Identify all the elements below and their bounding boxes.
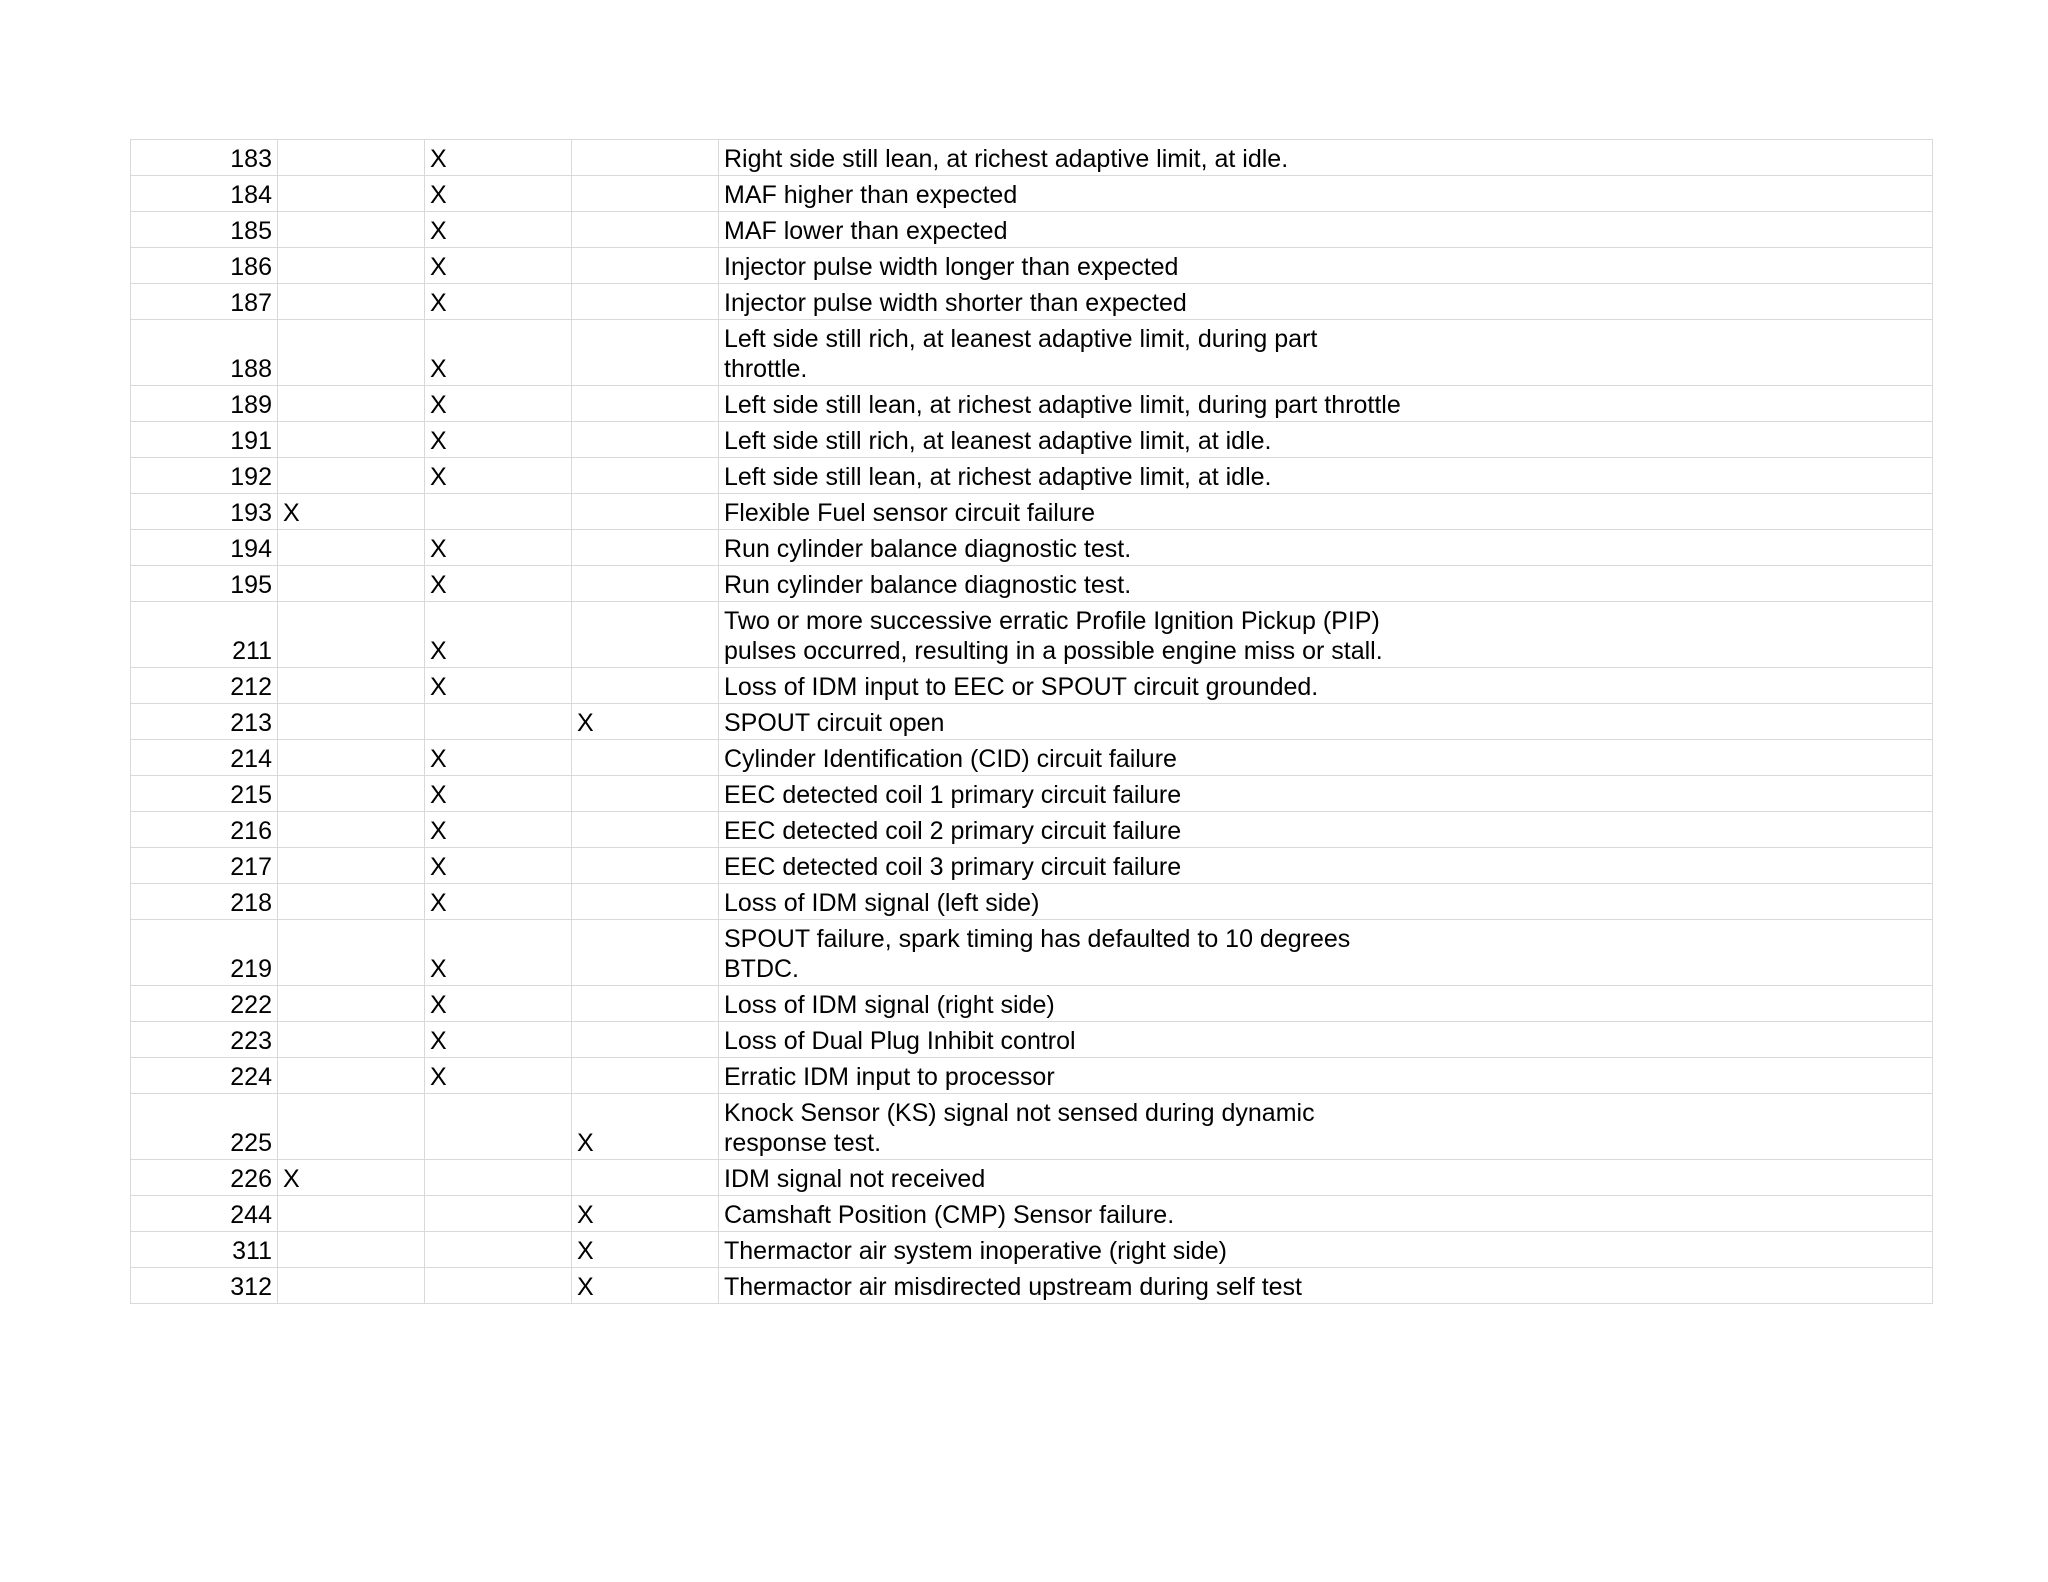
- table-row: [131, 1058, 1933, 1094]
- code-cell: [131, 1094, 278, 1160]
- mark-cell-a: [278, 422, 425, 458]
- mark-cell-b: [425, 884, 572, 920]
- description-cell: [719, 212, 1933, 248]
- mark-cell-a: [278, 140, 425, 176]
- mark-cell-c: [572, 284, 719, 320]
- description-cell: [719, 566, 1933, 602]
- mark-cell-c: [572, 812, 719, 848]
- mark-text-b: X: [430, 391, 447, 419]
- mark-text-c: X: [577, 1273, 594, 1301]
- code-cell: [131, 704, 278, 740]
- mark-cell-c: [572, 1232, 719, 1268]
- mark-text-b: X: [430, 991, 447, 1019]
- code-cell: [131, 284, 278, 320]
- mark-cell-c: [572, 1196, 719, 1232]
- mark-text-b: X: [430, 889, 447, 917]
- mark-cell-c: [572, 704, 719, 740]
- mark-cell-b: [425, 920, 572, 986]
- mark-cell-c: [572, 320, 719, 386]
- description-text: Left side still lean, at richest adaptive limit, during part throttle: [724, 391, 1401, 419]
- mark-text-c: X: [577, 709, 594, 737]
- table-row: [131, 740, 1933, 776]
- table-row: [131, 1022, 1933, 1058]
- mark-cell-b: [425, 248, 572, 284]
- mark-cell-b: [425, 776, 572, 812]
- mark-cell-b: [425, 140, 572, 176]
- description-text: Loss of Dual Plug Inhibit control: [724, 1027, 1076, 1055]
- mark-text-b: X: [430, 571, 447, 599]
- mark-cell-b: [425, 740, 572, 776]
- mark-cell-c: [572, 776, 719, 812]
- description-text: Left side still lean, at richest adaptive limit, at idle.: [724, 463, 1272, 491]
- code-table: [130, 139, 1933, 1304]
- mark-cell-b: [425, 320, 572, 386]
- description-cell: [719, 1022, 1933, 1058]
- mark-cell-c: [572, 602, 719, 668]
- code-cell: [131, 566, 278, 602]
- description-cell: [719, 1196, 1933, 1232]
- description-text: EEC detected coil 2 primary circuit failure: [724, 817, 1182, 845]
- table-row: [131, 1094, 1933, 1160]
- mark-text-b: X: [430, 673, 447, 701]
- description-cell: [719, 140, 1933, 176]
- mark-cell-c: [572, 1022, 719, 1058]
- code-text: 187: [230, 289, 272, 317]
- description-cell: [719, 1268, 1933, 1304]
- description-cell: [719, 848, 1933, 884]
- code-cell: [131, 1160, 278, 1196]
- code-text: 194: [230, 535, 272, 563]
- mark-cell-c: [572, 1058, 719, 1094]
- table-row: [131, 248, 1933, 284]
- mark-text-a: X: [283, 499, 300, 527]
- mark-cell-b: [425, 1160, 572, 1196]
- code-cell: [131, 320, 278, 386]
- description-text: Two or more successive erratic Profile Ignition Pickup (PIP) pulses occurred, resulting in a possible engine miss or stall.: [724, 607, 1383, 665]
- mark-cell-c: [572, 140, 719, 176]
- code-cell: [131, 1268, 278, 1304]
- mark-cell-c: [572, 176, 719, 212]
- mark-cell-a: [278, 740, 425, 776]
- code-text: 188: [230, 355, 272, 383]
- code-cell: [131, 530, 278, 566]
- mark-cell-a: [278, 848, 425, 884]
- mark-cell-c: [572, 422, 719, 458]
- mark-cell-a: [278, 530, 425, 566]
- table-row: [131, 422, 1933, 458]
- code-text: 212: [230, 673, 272, 701]
- code-text: 219: [230, 955, 272, 983]
- mark-text-b: X: [430, 1063, 447, 1091]
- description-cell: [719, 1058, 1933, 1094]
- description-cell: [719, 422, 1933, 458]
- mark-cell-b: [425, 566, 572, 602]
- mark-cell-c: [572, 1160, 719, 1196]
- mark-cell-c: [572, 458, 719, 494]
- description-cell: [719, 1160, 1933, 1196]
- description-text: Erratic IDM input to processor: [724, 1063, 1055, 1091]
- mark-cell-a: [278, 284, 425, 320]
- code-cell: [131, 458, 278, 494]
- mark-text-c: X: [577, 1237, 594, 1265]
- description-cell: [719, 884, 1933, 920]
- mark-cell-c: [572, 1268, 719, 1304]
- mark-cell-b: [425, 284, 572, 320]
- code-text: 312: [230, 1273, 272, 1301]
- code-cell: [131, 422, 278, 458]
- mark-cell-c: [572, 884, 719, 920]
- code-text: 222: [230, 991, 272, 1019]
- description-text: Injector pulse width longer than expected: [724, 253, 1179, 281]
- mark-text-b: X: [430, 217, 447, 245]
- description-cell: [719, 812, 1933, 848]
- mark-text-c: X: [577, 1201, 594, 1229]
- mark-cell-c: [572, 530, 719, 566]
- description-text: Loss of IDM input to EEC or SPOUT circuit grounded.: [724, 673, 1319, 701]
- mark-cell-b: [425, 458, 572, 494]
- mark-cell-a: [278, 986, 425, 1022]
- mark-cell-a: [278, 494, 425, 530]
- description-text: EEC detected coil 1 primary circuit failure: [724, 781, 1182, 809]
- mark-cell-b: [425, 1268, 572, 1304]
- table-row: [131, 668, 1933, 704]
- description-text: SPOUT circuit open: [724, 709, 945, 737]
- code-cell: [131, 140, 278, 176]
- mark-cell-a: [278, 212, 425, 248]
- mark-cell-b: [425, 1094, 572, 1160]
- description-cell: [719, 248, 1933, 284]
- mark-text-b: X: [430, 181, 447, 209]
- code-text: 244: [230, 1201, 272, 1229]
- mark-cell-a: [278, 1160, 425, 1196]
- code-text: 224: [230, 1063, 272, 1091]
- mark-cell-c: [572, 668, 719, 704]
- description-text: Camshaft Position (CMP) Sensor failure.: [724, 1201, 1175, 1229]
- table-row: [131, 458, 1933, 494]
- code-cell: [131, 1058, 278, 1094]
- mark-cell-c: [572, 920, 719, 986]
- description-text: Left side still rich, at leanest adaptive limit, at idle.: [724, 427, 1272, 455]
- mark-text-b: X: [430, 145, 447, 173]
- description-cell: [719, 1094, 1933, 1160]
- code-cell: [131, 1232, 278, 1268]
- code-text: 215: [230, 781, 272, 809]
- mark-cell-a: [278, 1058, 425, 1094]
- code-cell: [131, 602, 278, 668]
- mark-cell-a: [278, 920, 425, 986]
- mark-cell-a: [278, 812, 425, 848]
- code-cell: [131, 668, 278, 704]
- description-cell: [719, 530, 1933, 566]
- code-table-sheet: [130, 139, 1932, 1304]
- mark-cell-b: [425, 1232, 572, 1268]
- description-text: IDM signal not received: [724, 1165, 986, 1193]
- mark-cell-c: [572, 566, 719, 602]
- mark-cell-c: [572, 740, 719, 776]
- code-cell: [131, 176, 278, 212]
- code-cell: [131, 1022, 278, 1058]
- table-row: [131, 176, 1933, 212]
- code-cell: [131, 812, 278, 848]
- table-row: [131, 776, 1933, 812]
- code-cell: [131, 848, 278, 884]
- table-row: [131, 986, 1933, 1022]
- mark-cell-b: [425, 530, 572, 566]
- mark-text-b: X: [430, 781, 447, 809]
- table-row: [131, 1160, 1933, 1196]
- mark-cell-c: [572, 986, 719, 1022]
- description-text: Cylinder Identification (CID) circuit failure: [724, 745, 1177, 773]
- mark-text-a: X: [283, 1165, 300, 1193]
- description-text: SPOUT failure, spark timing has defaulted to 10 degrees BTDC.: [724, 925, 1351, 983]
- mark-cell-a: [278, 704, 425, 740]
- description-text: Loss of IDM signal (right side): [724, 991, 1055, 1019]
- mark-cell-a: [278, 1022, 425, 1058]
- mark-cell-a: [278, 320, 425, 386]
- mark-cell-a: [278, 1232, 425, 1268]
- mark-text-b: X: [430, 355, 447, 383]
- code-table-body: [131, 140, 1933, 1304]
- description-text: Right side still lean, at richest adaptive limit, at idle.: [724, 145, 1289, 173]
- code-text: 217: [230, 853, 272, 881]
- mark-cell-a: [278, 1268, 425, 1304]
- description-text: Thermactor air system inoperative (right side): [724, 1237, 1227, 1265]
- code-text: 186: [230, 253, 272, 281]
- mark-text-b: X: [430, 745, 447, 773]
- code-text: 189: [230, 391, 272, 419]
- mark-cell-a: [278, 176, 425, 212]
- code-text: 193: [230, 499, 272, 527]
- mark-cell-a: [278, 776, 425, 812]
- code-cell: [131, 884, 278, 920]
- mark-text-b: X: [430, 955, 447, 983]
- code-text: 211: [232, 637, 272, 665]
- mark-cell-b: [425, 668, 572, 704]
- table-row: [131, 602, 1933, 668]
- description-cell: [719, 176, 1933, 212]
- table-row: [131, 386, 1933, 422]
- mark-cell-c: [572, 212, 719, 248]
- mark-cell-a: [278, 1196, 425, 1232]
- code-cell: [131, 248, 278, 284]
- description-cell: [719, 458, 1933, 494]
- code-cell: [131, 986, 278, 1022]
- table-row: [131, 140, 1933, 176]
- description-cell: [719, 920, 1933, 986]
- table-row: [131, 704, 1933, 740]
- description-text: Left side still rich, at leanest adaptive limit, during part throttle.: [724, 325, 1318, 383]
- mark-cell-a: [278, 458, 425, 494]
- description-cell: [719, 740, 1933, 776]
- code-cell: [131, 776, 278, 812]
- description-text: MAF lower than expected: [724, 217, 1008, 245]
- description-cell: [719, 320, 1933, 386]
- mark-cell-a: [278, 668, 425, 704]
- description-cell: [719, 986, 1933, 1022]
- mark-text-b: X: [430, 535, 447, 563]
- code-text: 223: [230, 1027, 272, 1055]
- mark-text-b: X: [430, 817, 447, 845]
- description-cell: [719, 602, 1933, 668]
- description-cell: [719, 668, 1933, 704]
- description-text: Loss of IDM signal (left side): [724, 889, 1040, 917]
- mark-cell-b: [425, 1058, 572, 1094]
- mark-cell-c: [572, 1094, 719, 1160]
- mark-cell-a: [278, 566, 425, 602]
- mark-cell-a: [278, 386, 425, 422]
- mark-cell-b: [425, 212, 572, 248]
- mark-cell-b: [425, 1196, 572, 1232]
- mark-cell-b: [425, 1022, 572, 1058]
- mark-cell-a: [278, 248, 425, 284]
- description-cell: [719, 776, 1933, 812]
- mark-cell-b: [425, 494, 572, 530]
- mark-text-b: X: [430, 637, 447, 665]
- description-text: Knock Sensor (KS) signal not sensed during dynamic response test.: [724, 1099, 1315, 1157]
- table-row: [131, 320, 1933, 386]
- mark-cell-b: [425, 386, 572, 422]
- mark-cell-b: [425, 422, 572, 458]
- table-row: [131, 1268, 1933, 1304]
- code-text: 216: [230, 817, 272, 845]
- description-text: EEC detected coil 3 primary circuit failure: [724, 853, 1182, 881]
- mark-cell-a: [278, 1094, 425, 1160]
- mark-text-b: X: [430, 427, 447, 455]
- mark-cell-b: [425, 602, 572, 668]
- mark-cell-b: [425, 986, 572, 1022]
- table-row: [131, 1196, 1933, 1232]
- mark-cell-c: [572, 848, 719, 884]
- table-row: [131, 566, 1933, 602]
- description-cell: [719, 494, 1933, 530]
- code-text: 195: [230, 571, 272, 599]
- description-cell: [719, 386, 1933, 422]
- table-row: [131, 884, 1933, 920]
- mark-cell-a: [278, 884, 425, 920]
- mark-cell-b: [425, 704, 572, 740]
- code-text: 218: [230, 889, 272, 917]
- code-text: 191: [230, 427, 272, 455]
- table-row: [131, 848, 1933, 884]
- code-text: 192: [230, 463, 272, 491]
- table-row: [131, 920, 1933, 986]
- mark-text-b: X: [430, 463, 447, 491]
- code-cell: [131, 386, 278, 422]
- code-text: 311: [232, 1237, 272, 1265]
- table-row: [131, 284, 1933, 320]
- code-text: 214: [230, 745, 272, 773]
- mark-text-b: X: [430, 853, 447, 881]
- description-text: Thermactor air misdirected upstream during self test: [724, 1273, 1302, 1301]
- mark-cell-b: [425, 848, 572, 884]
- code-text: 185: [230, 217, 272, 245]
- mark-cell-c: [572, 386, 719, 422]
- mark-cell-a: [278, 602, 425, 668]
- description-text: Flexible Fuel sensor circuit failure: [724, 499, 1095, 527]
- description-text: Run cylinder balance diagnostic test.: [724, 571, 1132, 599]
- mark-cell-b: [425, 812, 572, 848]
- description-text: Run cylinder balance diagnostic test.: [724, 535, 1132, 563]
- mark-cell-b: [425, 176, 572, 212]
- code-cell: [131, 920, 278, 986]
- mark-cell-c: [572, 248, 719, 284]
- table-row: [131, 812, 1933, 848]
- code-text: 183: [230, 145, 272, 173]
- description-text: Injector pulse width shorter than expected: [724, 289, 1187, 317]
- description-cell: [719, 284, 1933, 320]
- code-text: 226: [230, 1165, 272, 1193]
- mark-cell-c: [572, 494, 719, 530]
- description-cell: [719, 704, 1933, 740]
- mark-text-b: X: [430, 1027, 447, 1055]
- code-cell: [131, 740, 278, 776]
- table-row: [131, 212, 1933, 248]
- table-row: [131, 494, 1933, 530]
- code-text: 184: [230, 181, 272, 209]
- mark-text-b: X: [430, 253, 447, 281]
- code-text: 225: [230, 1129, 272, 1157]
- code-text: 213: [230, 709, 272, 737]
- code-cell: [131, 494, 278, 530]
- description-cell: [719, 1232, 1933, 1268]
- table-row: [131, 530, 1933, 566]
- code-cell: [131, 1196, 278, 1232]
- table-row: [131, 1232, 1933, 1268]
- mark-text-b: X: [430, 289, 447, 317]
- code-cell: [131, 212, 278, 248]
- mark-text-c: X: [577, 1129, 594, 1157]
- description-text: MAF higher than expected: [724, 181, 1018, 209]
